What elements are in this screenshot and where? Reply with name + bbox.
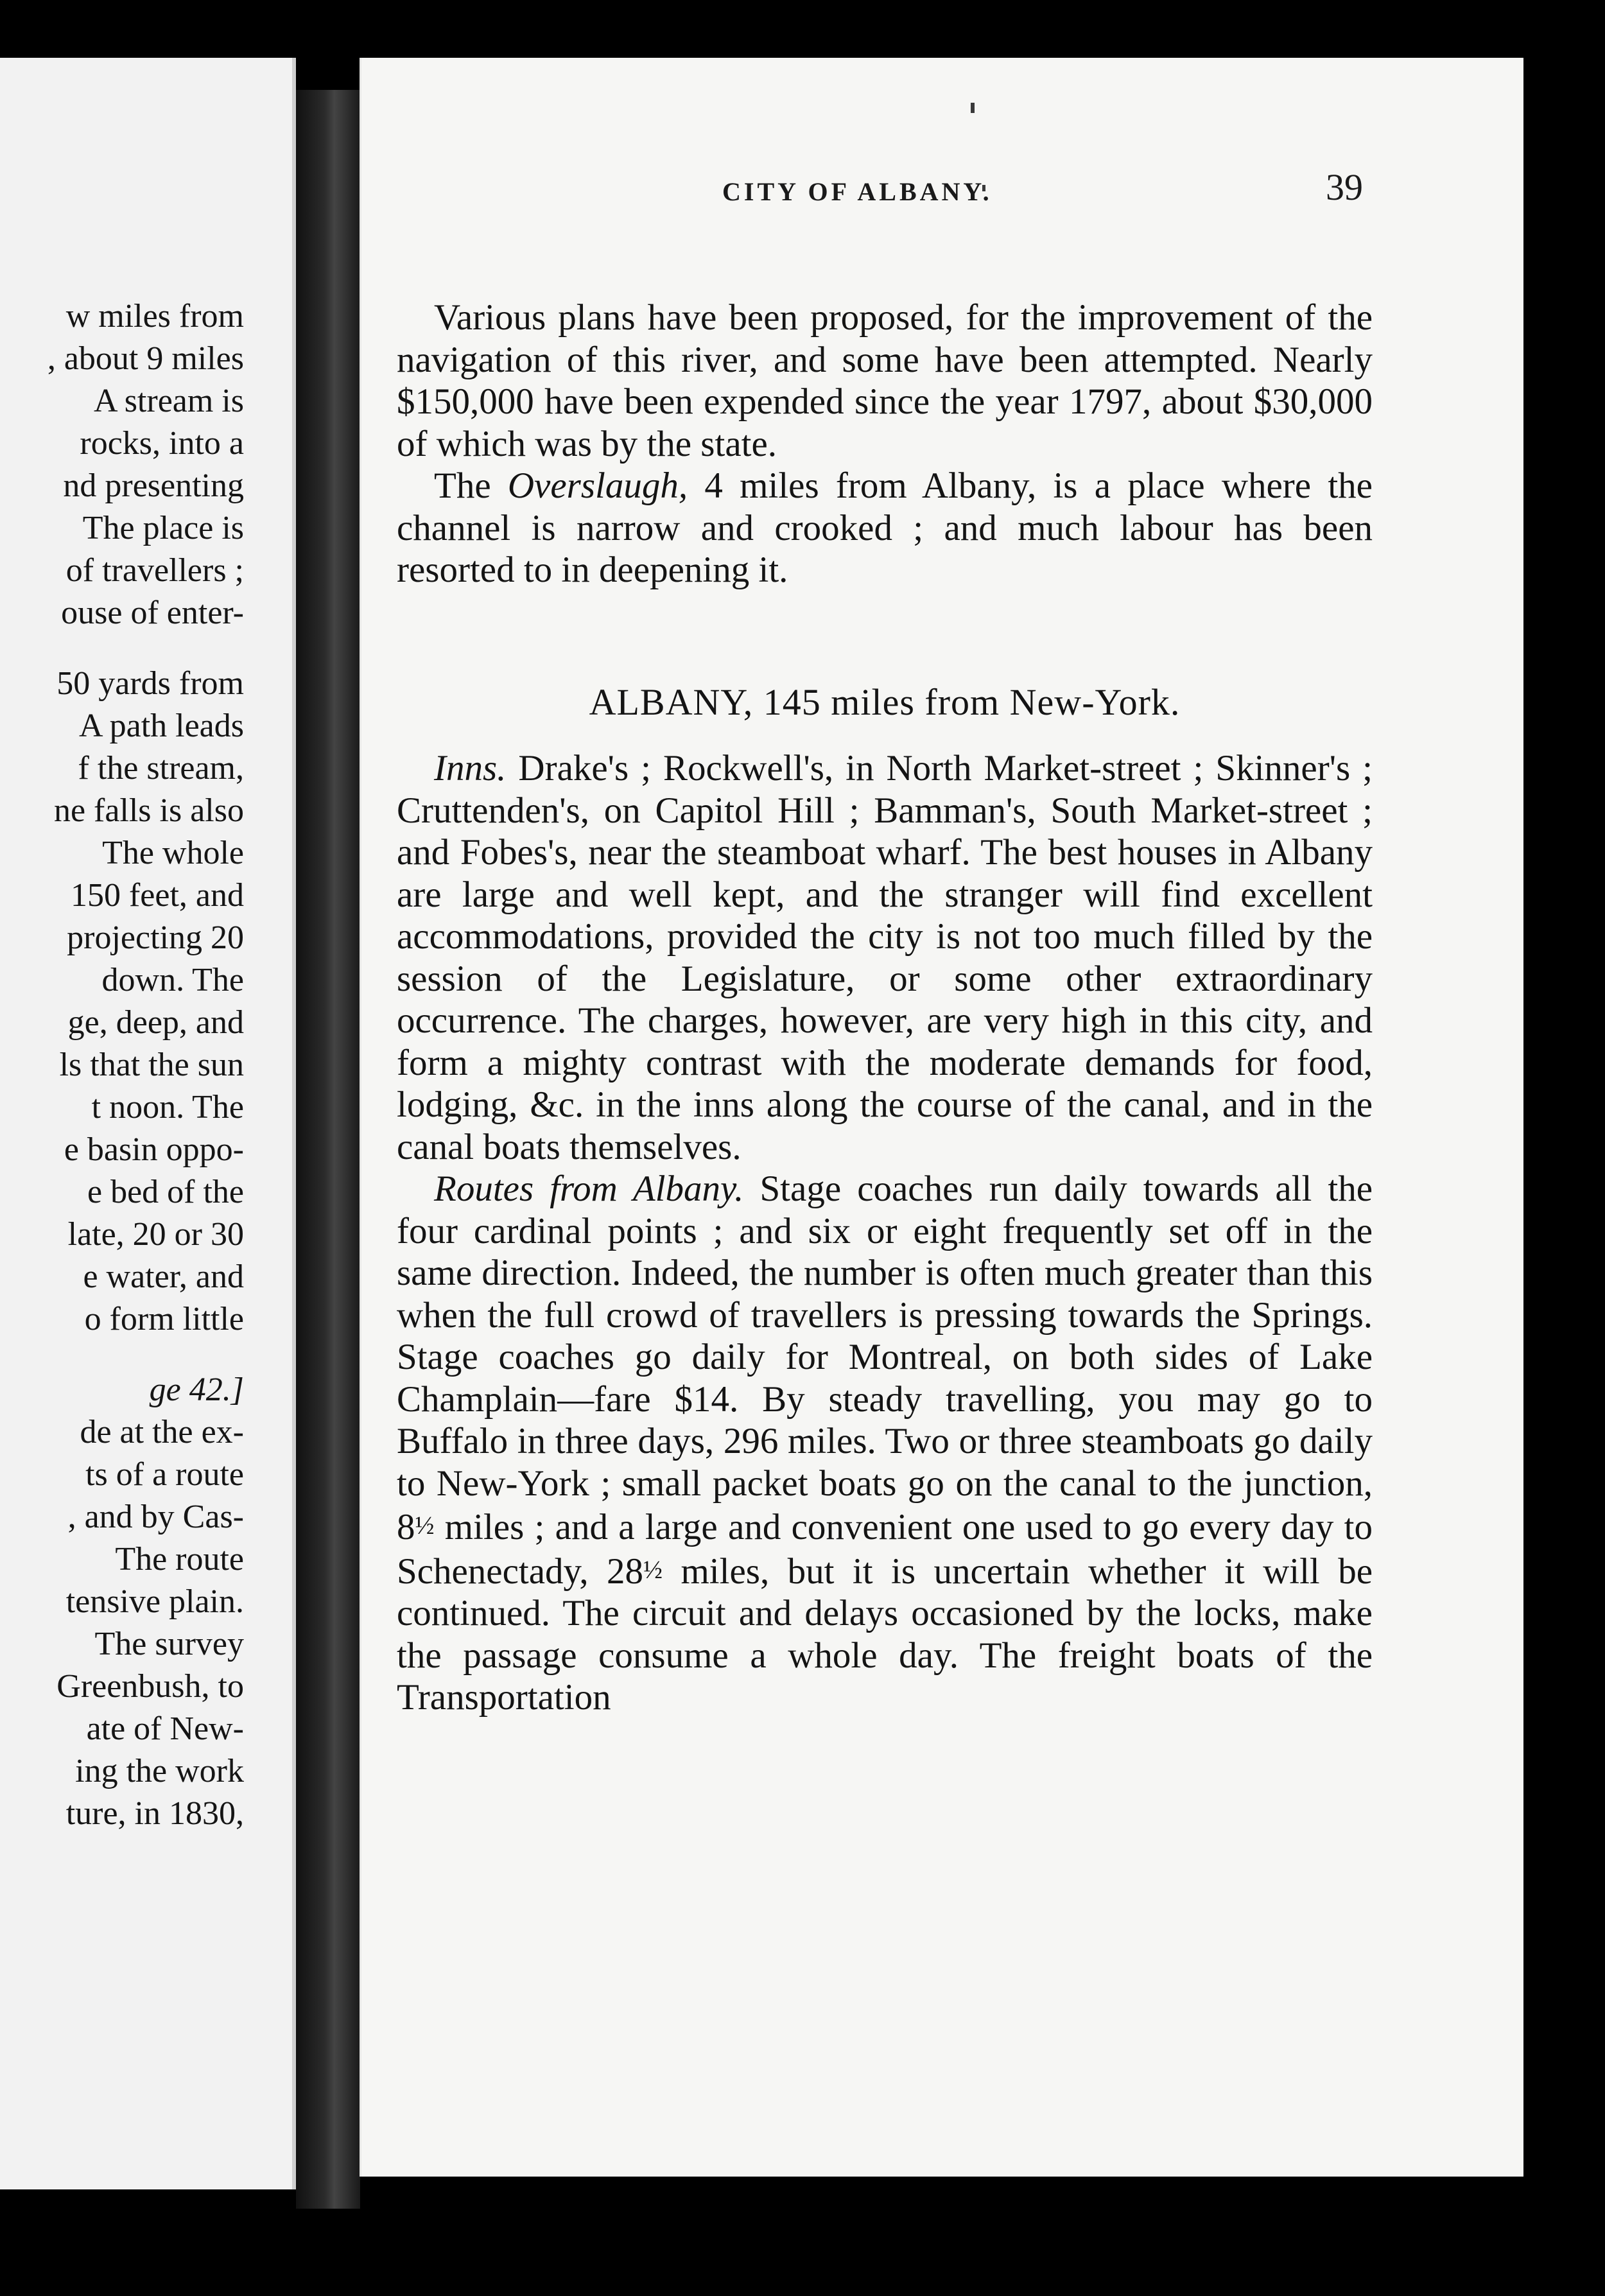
page-number: 39 (1326, 166, 1363, 208)
page-body (397, 297, 1373, 1719)
left-line: projecting 20 (67, 919, 244, 956)
paragraph-text: Various plans have been proposed, for the improvement of the navigation of this river, and some have been attempted. Nearly $150,000 have been expended since the year 1797, about $30,000 of which was by the state. (397, 297, 1373, 464)
left-line: w miles from (65, 298, 244, 335)
italic-term: Inns. (434, 748, 507, 788)
left-line: rocks, into a (80, 425, 244, 462)
left-line: t noon. The (91, 1089, 244, 1126)
left-line: , about 9 miles (47, 340, 244, 377)
left-page-text (0, 295, 244, 1835)
left-line: The place is (82, 510, 244, 546)
left-line: ls that the sun (59, 1047, 244, 1083)
paragraph-text: miles ; and a large and convenient one used to go every day to Schenectady, 28 (397, 1507, 1373, 1592)
paragraph (397, 465, 1373, 591)
paragraph (397, 747, 1373, 1168)
left-line: e bed of the (87, 1174, 244, 1210)
fraction: ½ (415, 1511, 435, 1540)
left-line: A path leads (78, 708, 244, 744)
section-heading: ALBANY, 145 miles from New-York. (589, 681, 1181, 723)
left-line: ouse of enter- (61, 595, 244, 631)
left-line: ate of New- (86, 1710, 244, 1747)
left-line: late, 20 or 30 (67, 1216, 244, 1253)
left-gap (0, 634, 244, 663)
paragraph-text: The (434, 465, 508, 506)
left-line: ge, deep, and (67, 1004, 244, 1041)
left-line: e basin oppo- (64, 1131, 244, 1168)
left-line: The survey (94, 1626, 244, 1662)
fraction: ½ (643, 1554, 663, 1584)
left-line: A stream is (94, 383, 244, 419)
left-gap (0, 1341, 244, 1369)
left-line: Greenbush, to (56, 1668, 244, 1705)
left-line: The whole (102, 835, 244, 871)
left-line: o form little (84, 1301, 244, 1337)
left-line: ture, in 1830, (65, 1795, 244, 1832)
left-line: tensive plain. (65, 1583, 244, 1620)
left-line: of travellers ; (65, 552, 244, 589)
left-line: , and by Cas- (67, 1499, 244, 1535)
paragraph (397, 297, 1373, 465)
book-gutter (296, 90, 360, 2209)
left-line: ing the work (75, 1753, 244, 1789)
left-line: ne falls is also (53, 792, 244, 829)
paragraph-text: 4 miles from Albany, is a place where the channel is narrow and crooked ; and much labour has been resorted to in deepening it. (397, 465, 1373, 590)
italic-term: Routes from Albany. (434, 1169, 744, 1209)
left-line: down. The (101, 962, 244, 998)
left-line: ge 42.] (149, 1371, 244, 1408)
left-line: de at the ex- (80, 1414, 244, 1450)
left-line: 150 feet, and (70, 877, 244, 914)
left-line: ts of a route (85, 1456, 244, 1493)
left-line: e water, and (83, 1258, 244, 1295)
left-line: nd presenting (63, 467, 244, 504)
paragraph-text: Stage coaches run daily towards all the four cardinal points ; and six or eight frequently set off in the same direction. Indeed, the number is often much greater than this when the full crowd of travellers is pressing towards the Springs. Stage coaches go daily for Montreal, on both sides of Lake Champlain—fare $14. By steady travelling, you may go to Buffalo in three days, 296 miles. Two or three steamboats go daily to New-York ; small packet boats go on the canal to the junction, 8 (397, 1169, 1373, 1547)
left-line: The route (115, 1541, 244, 1578)
running-head: CITY OF ALBANY. (722, 177, 993, 206)
ink-speck (971, 103, 975, 113)
paragraph (397, 1168, 1373, 1719)
left-line: 50 yards from (56, 665, 244, 702)
left-line: f the stream, (78, 750, 244, 787)
paragraph-text: Drake's ; Rockwell's, in North Market-street ; Skinner's ; Cruttenden's, on Capitol Hill ; Bamman's, South Market-street ; and Fobes's, near the steamboat wharf. The best houses in Albany are large and well kept, and the stranger will find excellent accommodations, provided the city is not too much filled by the session of the Legislature, or some other extraordinary occurrence. The charges, however, are very high in this city, and form a mighty contrast with the moderate demands for food, lodging, &c. in the inns along the course of the canal, and in the canal boats themselves. (397, 748, 1373, 1167)
italic-term: Overslaugh, (507, 465, 688, 506)
paragraph-text: miles, but it is uncertain whether it will be continued. The circuit and delays occasioned by the locks, make the passage consume a whole day. The freight boats of the Transportation (397, 1551, 1373, 1718)
left-page (0, 58, 296, 2189)
